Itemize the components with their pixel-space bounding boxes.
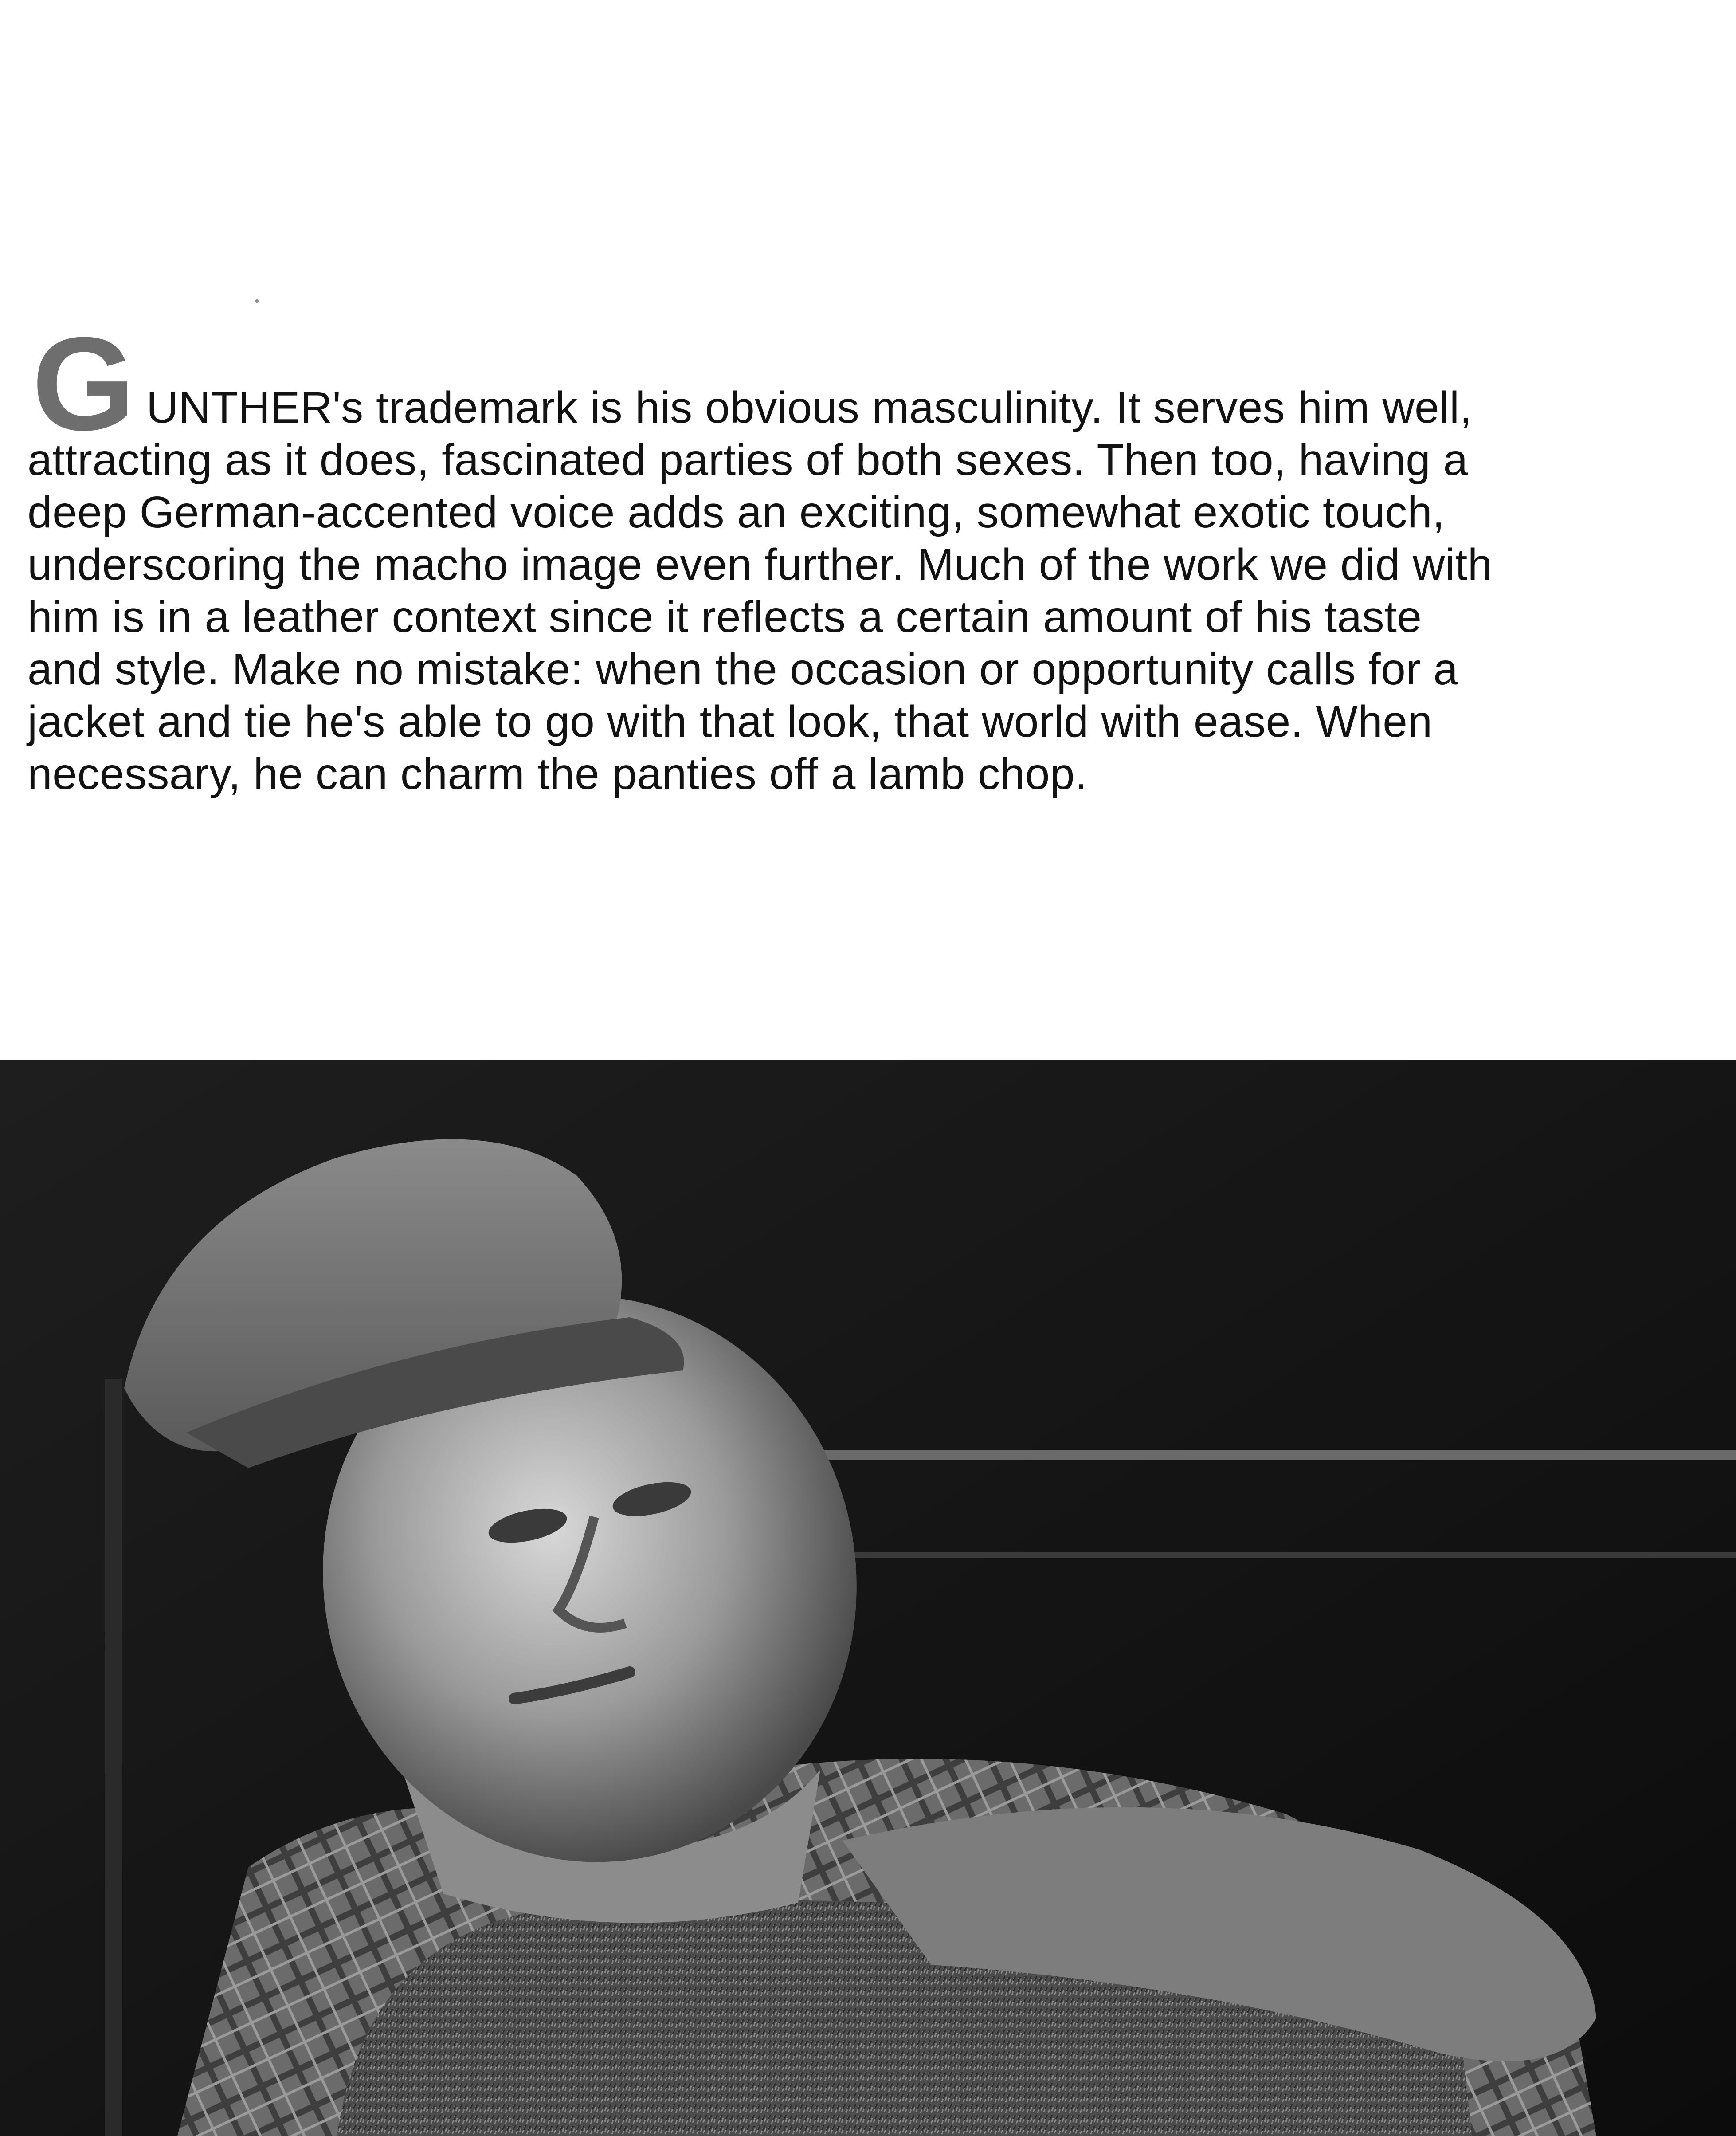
article-line-4: underscoring the macho image even further. Much of the work we did with	[27, 540, 1493, 589]
article-text	[27, 309, 1712, 800]
background-frame	[105, 1379, 122, 2136]
article-line-3: deep German-accented voice adds an exciting, somewhat exotic touch,	[27, 487, 1445, 537]
article-line-1	[27, 309, 1712, 458]
photo	[0, 1060, 1736, 2136]
article-line-8: necessary, he can charm the panties off a lamb chop.	[27, 749, 1088, 799]
article-line-6: and style. Make no mistake: when the occasion or opportunity calls for a	[27, 644, 1458, 694]
article-line-7: jacket and tie he's able to go with that look, that world with ease. When	[27, 697, 1433, 746]
drop-cap: G	[32, 309, 136, 458]
paper-speck	[255, 299, 259, 303]
photo-illustration	[0, 1060, 1736, 2136]
article-line-5: him is in a leather context since it reflects a certain amount of his taste	[27, 592, 1422, 642]
article-line-2: attracting as it does, fascinated parties of both sexes. Then too, having a	[27, 435, 1468, 485]
article-line-1-text: UNTHER's trademark is his obvious masculinity. It serves him well,	[146, 383, 1472, 432]
